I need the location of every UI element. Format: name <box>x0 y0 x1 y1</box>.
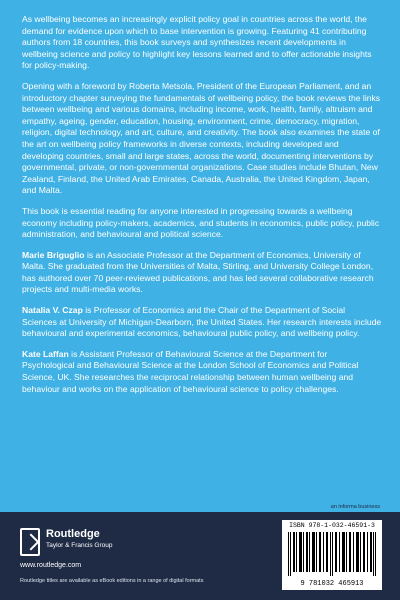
publisher-name: Routledge <box>46 528 100 540</box>
routledge-logo-icon <box>20 528 40 556</box>
author-bio-text: is Professor of Economics and the Chair of the Department of Social Sciences at University of Michigan-Dearborn, the United States. Her research interests include behavioural and experimental economics, behavioural public policy, and wellbeing policy. <box>22 305 382 339</box>
publisher-website[interactable]: www.routledge.com <box>20 562 82 569</box>
author-bio <box>22 305 382 340</box>
barcode-icon <box>288 532 376 576</box>
author-bio <box>22 250 382 296</box>
publisher-footer <box>0 504 400 600</box>
author-bio-text: is Assistant Professor of Behavioural Science at the Department for Psychological and Behavioural Science at the London School of Economics and Political Science, UK. She researches the reciprocal relationship between human wellbeing and behaviour and works on the application of behavioural science to policy challenges. <box>22 348 359 394</box>
author-name: Marie Briguglio <box>22 249 85 260</box>
isbn-label: ISBN 978-1-032-46591-3 <box>289 522 375 529</box>
informa-tagline: an informa business <box>330 504 380 510</box>
audience-paragraph: This book is essential reading for anyone interested in progressing towards a wellbeing economy including policy-makers, academics, and students in economics, public policy, public administration, and behavioural and political science. <box>22 205 380 240</box>
author-name: Natalia V. Czap <box>22 305 83 316</box>
ebook-note: Routledge titles are available as eBook editions in a range of digital formats <box>20 578 204 584</box>
author-name: Kate Laffan <box>22 348 69 359</box>
publisher-group: Taylor & Francis Group <box>46 542 113 549</box>
isbn-barcode <box>282 520 382 590</box>
author-bio-text: is an Associate Professor at the Department of Economics, University of Malta. She graduated from the Universities of Malta, Stirling, and University College London, has authored over 70 peer-reviewed publications, and has led several collaborative research projects and multi-media works. <box>22 249 374 295</box>
overview-paragraph: Opening with a foreword by Roberta Metsola, President of the European Parliament, and an introductory chapter surveying the fundamentals of wellbeing policy, the book reviews the links between wellbeing and various domains, including income, work, health, family, altruism and empathy, ageing, gender, education, housing, environment, crime, democracy, migration, religion, digital technology, and art, culture, and creativity. The book also examines the state of the art on wellbeing policy frameworks in diverse contexts, including developed and developing countries, small and large states, across the world, documenting interventions by governmental, private, or non-governmental organizations. Case studies include Bhutan, New Zealand, Finland, the United Arab Emirates, Canada, Australia, the United Kingdom, Japan, and Malta. <box>22 80 381 196</box>
author-bio <box>22 349 382 395</box>
barcode-number: 9 781032 465913 <box>300 580 364 588</box>
back-cover-text <box>22 14 382 404</box>
intro-paragraph: As wellbeing becomes an increasingly explicit policy goal in countries across the world, the demand for evidence upon which to base intervention is growing. Featuring 41 contributing authors from 18 countries, this book surveys and synthesizes recent developments in wellbeing science and policy to highlight key lessons learned and to offer actionable insights for policy-making. <box>22 14 372 71</box>
publisher-logo <box>20 526 140 562</box>
